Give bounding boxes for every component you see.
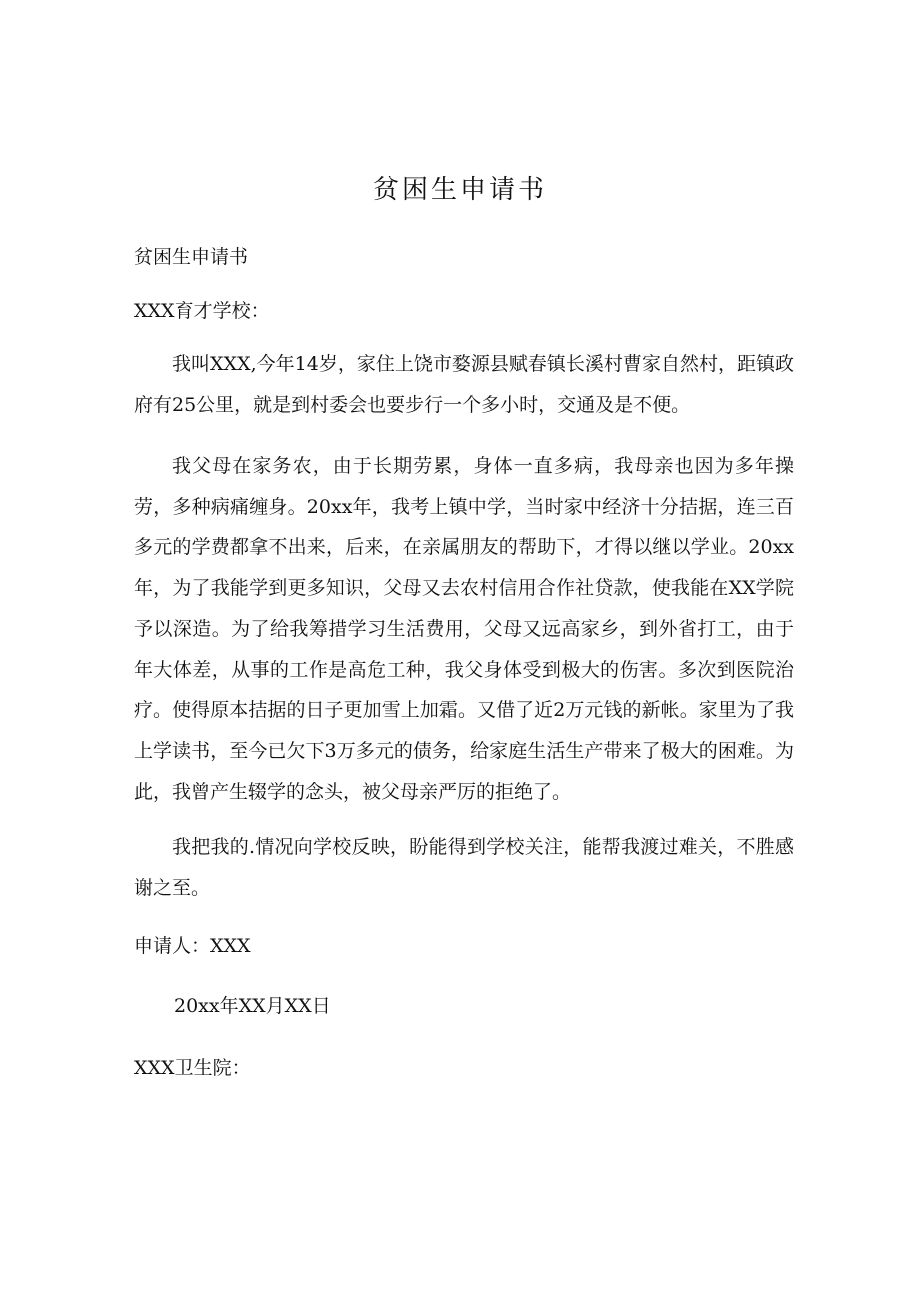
paragraph-request: 我把我的.情况向学校反映，盼能得到学校关注，能帮我渡过难关，不胜感谢之至。 [134, 836, 794, 899]
document-title: 贫困生申请书 [372, 175, 547, 205]
salutation: XXX育才学校： [134, 300, 270, 322]
document-subtitle: 贫困生申请书 [134, 246, 249, 268]
application-date: 20xx年XX月XX日 [174, 995, 331, 1017]
footer-salutation: XXX卫生院： [134, 1057, 251, 1079]
applicant-signature: 申请人：XXX [134, 935, 251, 957]
paragraph-intro: 我叫XXX,今年14岁，家住上饶市婺源县赋春镇长溪村曹家自然村，距镇政府有25公里，就是到村委会也要步行一个多小时，交通及是不便。 [134, 353, 794, 416]
paragraph-family-situation: 我父母在家务农，由于长期劳累，身体一直多病，我母亲也因为多年操劳，多种病痛缠身。20xx年，我考上镇中学，当时家中经济十分拮据，连三百多元的学费都拿不出来，后来，在亲属朋友的帮助下，才得以继以学业。20xx年，为了我能学到更多知识，父母又去农村信用合作社贷款，使我能在XX学院予以深造。为了给我筹措学习生活费用，父母又远高家乡，到外省打工，由于年大体差，从事的工作是高危工种，我父身体受到极大的伤害。多次到医院治疗。使得原本拮据的日子更加雪上加霜。又借了近2万元钱的新帐。家里为了我上学读书，至今已欠下3万多元的债务，给家庭生活生产带来了极大的困难。为此，我曾产生辍学的念头，被父母亲严厉的拒绝了。 [134, 455, 794, 803]
